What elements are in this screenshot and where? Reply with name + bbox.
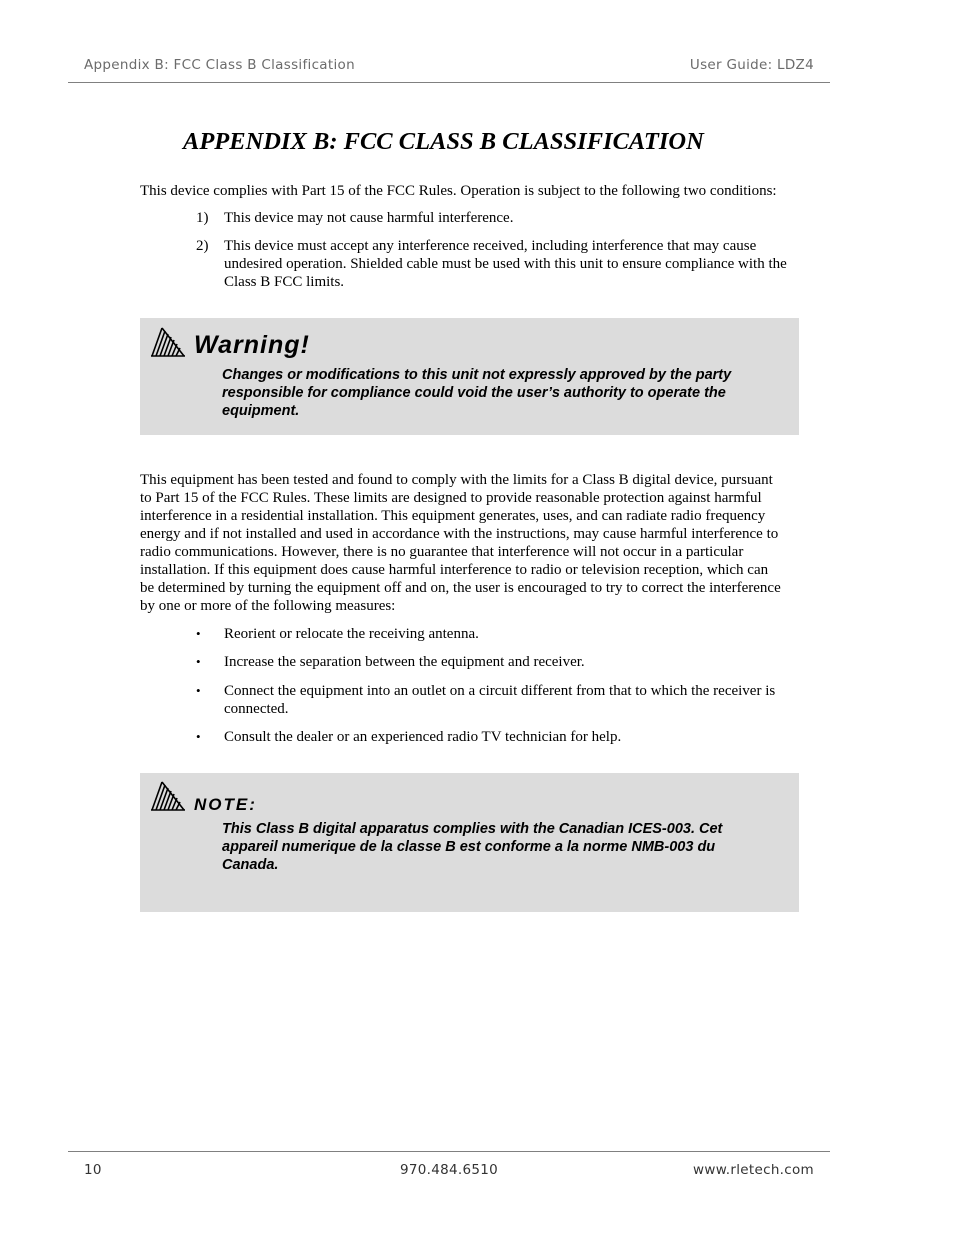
- footer-website: www.rletech.com: [693, 1162, 814, 1178]
- paragraph-line: energy and if not installed and used in accordance with the instructions, may cause harmful interference to: [140, 526, 779, 542]
- condition-number: 1): [196, 210, 209, 226]
- condition-text-line: Class B FCC limits.: [224, 274, 345, 290]
- paragraph-line: radio communications. However, there is no guarantee that interference will not occur in a particular: [140, 544, 744, 560]
- condition-number: 2): [196, 238, 209, 254]
- measure-item-line: connected.: [224, 701, 289, 717]
- warning-line: Changes or modifications to this unit not expressly approved by the party: [222, 367, 732, 383]
- paragraph-line: installation. If this equipment does cause harmful interference to radio or television reception, which can: [140, 562, 769, 578]
- rle-logo-icon: [150, 324, 188, 358]
- bullet-icon: •: [196, 729, 201, 744]
- measure-item: Reorient or relocate the receiving antenna.: [224, 626, 479, 642]
- note-box: [140, 773, 799, 912]
- note-heading: NOTE:: [194, 795, 257, 814]
- note-line: Canada.: [222, 857, 279, 873]
- condition-text: This device may not cause harmful interference.: [224, 210, 514, 226]
- condition-text-line: This device must accept any interference received, including interference that may cause: [224, 238, 757, 254]
- measure-item-line: Connect the equipment into an outlet on a circuit different from that to which the receiver is: [224, 683, 776, 699]
- measure-item: Consult the dealer or an experienced radio TV technician for help.: [224, 729, 622, 745]
- footer-phone: 970.484.6510: [400, 1162, 499, 1178]
- paragraph-line: This equipment has been tested and found to comply with the limits for a Class B digital device, pursuant: [140, 472, 773, 488]
- intro-paragraph: This device complies with Part 15 of the FCC Rules. Operation is subject to the following two conditions:: [140, 183, 777, 199]
- warning-box: [140, 318, 799, 435]
- header-section-title: Appendix B: FCC Class B Classification: [84, 57, 355, 73]
- bullet-icon: •: [196, 683, 201, 698]
- compliance-paragraph: [140, 471, 830, 615]
- note-line: This Class B digital apparatus complies with the Canadian ICES-003. Cet: [222, 821, 723, 837]
- header-rule: [68, 82, 830, 83]
- page-number: 10: [84, 1162, 102, 1178]
- rle-logo-icon: [150, 778, 188, 812]
- header-guide-title: User Guide: LDZ4: [689, 57, 814, 73]
- warning-heading: Warning!: [194, 331, 310, 359]
- footer-rule: [68, 1151, 830, 1152]
- paragraph-line: to Part 15 of the FCC Rules. These limits are designed to provide reasonable protection against harmful: [140, 490, 762, 506]
- warning-text: [222, 366, 782, 420]
- warning-line: equipment.: [222, 403, 300, 419]
- paragraph-line: by one or more of the following measures:: [140, 598, 396, 614]
- bullet-icon: •: [196, 626, 201, 641]
- warning-line: responsible for compliance could void the user’s authority to operate the: [222, 385, 726, 401]
- measure-item: Increase the separation between the equipment and receiver.: [224, 654, 585, 670]
- paragraph-line: interference in a residential installation. This equipment generates, uses, and can radiate radio frequency: [140, 508, 766, 524]
- paragraph-line: be determined by turning the equipment off and on, the user is encouraged to try to correct the interference: [140, 580, 781, 596]
- note-text: [222, 820, 782, 874]
- note-line: appareil numerique de la classe B est conforme a la norme NMB-003 du: [222, 839, 716, 855]
- bullet-icon: •: [196, 654, 201, 669]
- condition-text-line: undesired operation. Shielded cable must be used with this unit to ensure compliance with the: [224, 256, 787, 272]
- page-title: APPENDIX B: FCC CLASS B CLASSIFICATION: [183, 128, 704, 155]
